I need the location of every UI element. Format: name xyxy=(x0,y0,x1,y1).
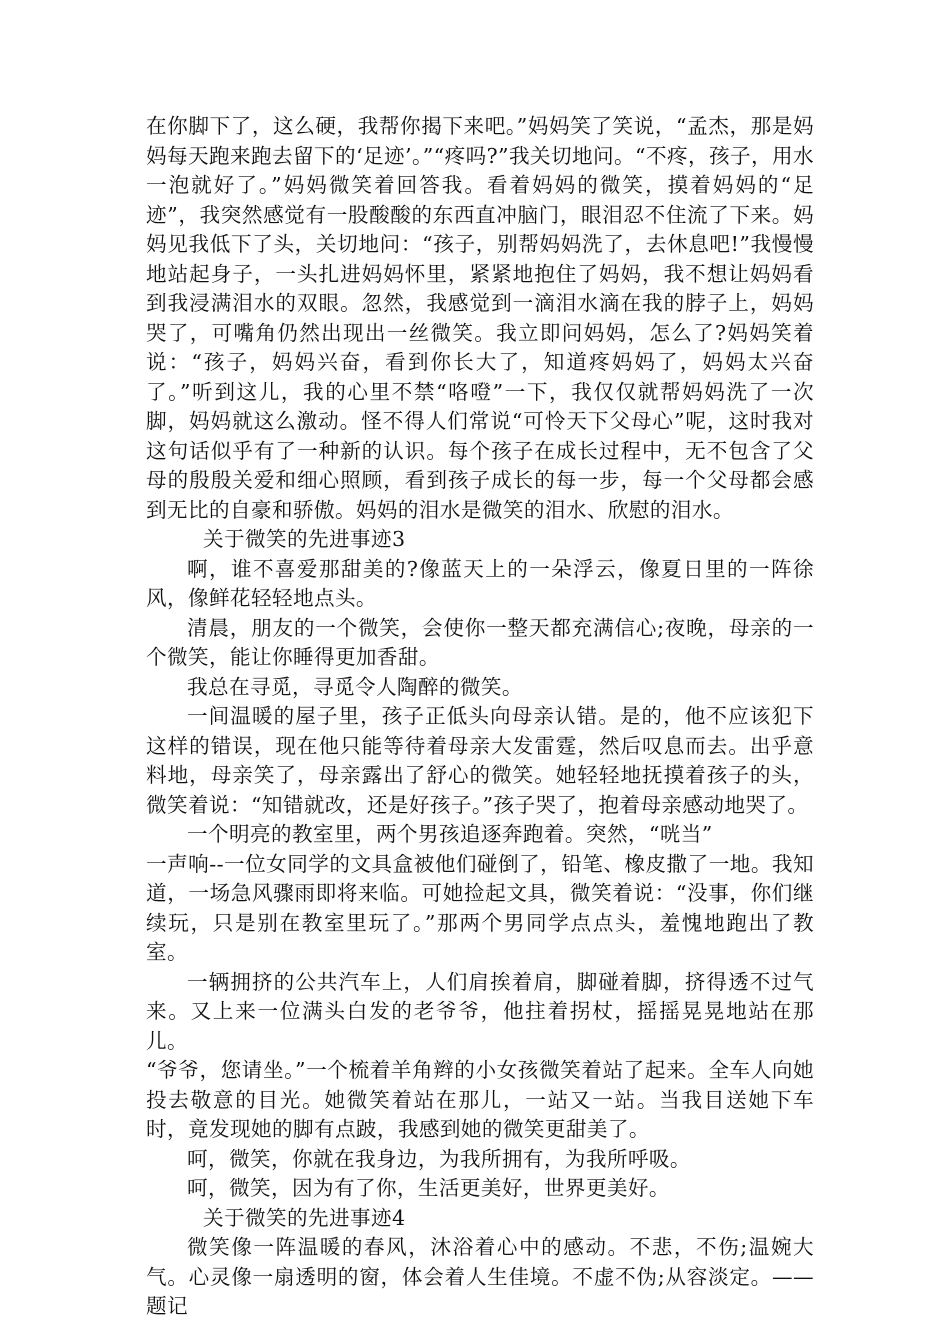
paragraph-12: 微笑像一阵温暖的春风，沐浴着心中的感动。不悲，不伤;温婉大气。心灵像一扇透明的窗，体会着人生佳境。不虚不伪;从容淡定。——题记 xyxy=(146,1235,814,1318)
paragraph-9: “爷爷，您请坐。”一个梳着羊角辫的小女孩微笑着站了起来。全车人向她投去敬意的目光。她微笑着站在那儿，一站又一站。当我目送她下车时，竟发现她的脚有点跛，我感到她的微笑更甜美了。 xyxy=(146,1058,814,1141)
paragraph-11: 呵，微笑，因为有了你，生活更美好，世界更美好。 xyxy=(187,1176,670,1200)
paragraph-6: 一个明亮的教室里，两个男孩追逐奔跑着。突然，“咣当” xyxy=(187,822,713,846)
section-heading-3: 关于微笑的先进事迹3 xyxy=(203,527,406,551)
paragraph-2: 啊，谁不喜爱那甜美的?像蓝天上的一朵浮云，像夏日里的一阵徐风，像鲜花轻轻地点头。 xyxy=(146,556,814,610)
document-page xyxy=(146,112,814,1322)
paragraph-7: 一声响--一位女同学的文具盒被他们碰倒了，铅笔、橡皮撒了一地。我知道，一场急风骤雨即将来临。可她捡起文具，微笑着说：“没事，你们继续玩，只是别在教室里玩了。”那两个男同学点点头，羞愧地跑出了教室。 xyxy=(146,851,814,964)
paragraph-1: 在你脚下了，这么硬，我帮你揭下来吧。”妈妈笑了笑说，“孟杰，那是妈妈每天跑来跑去留下的‘足迹’。”“疼吗?”我关切地问。“不疼，孩子，用水一泡就好了。”妈妈微笑着回答我。看着妈妈的微笑，摸着妈妈的“足迹”，我突然感觉有一股酸酸的东西直冲脑门，眼泪忍不住流了下来。妈妈见我低下了头，关切地问：“孩子，别帮妈妈洗了，去休息吧!”我慢慢地站起身子，一头扎进妈妈怀里，紧紧地抱住了妈妈，我不想让妈妈看到我浸满泪水的双眼。忽然，我感觉到一滴泪水滴在我的脖子上，妈妈哭了，可嘴角仍然出现出一丝微笑。我立即问妈妈，怎么了?妈妈笑着说：“孩子，妈妈兴奋，看到你长大了，知道疼妈妈了，妈妈太兴奋了。”听到这儿，我的心里不禁“咯噔”一下，我仅仅就帮妈妈洗了一次脚，妈妈就这么激动。怪不得人们常说“可怜天下父母心”呢，这时我对这句话似乎有了一种新的认识。每个孩子在成长过程中，无不包含了父母的殷殷关爱和细心照顾，看到孩子成长的每一步，每一个父母都会感到无比的自豪和骄傲。妈妈的泪水是微笑的泪水、欣慰的泪水。 xyxy=(146,114,814,522)
section-heading-4: 关于微笑的先进事迹4 xyxy=(203,1205,406,1230)
paragraph-10: 呵，微笑，你就在我身边，为我所拥有，为我所呼吸。 xyxy=(187,1146,691,1171)
paragraph-4: 我总在寻觅，寻觅令人陶醉的微笑。 xyxy=(187,674,523,699)
paragraph-8: 一辆拥挤的公共汽车上，人们肩挨着肩，脚碰着脚，挤得透不过气来。又上来一位满头白发的老爷爷，他拄着拐杖，摇摇晃晃地站在那儿。 xyxy=(146,969,814,1053)
paragraph-5: 一间温暖的屋子里，孩子正低头向母亲认错。是的，他不应该犯下这样的错误，现在他只能等待着母亲大发雷霆，然后叹息而去。出乎意料地，母亲笑了，母亲露出了舒心的微笑。她轻轻地抚摸着孩子的头，微笑着说：“知错就改，还是好孩子。”孩子哭了，抱着母亲感动地哭了。 xyxy=(146,704,814,817)
paragraph-3: 清晨，朋友的一个微笑，会使你一整天都充满信心;夜晚，母亲的一个微笑，能让你睡得更加香甜。 xyxy=(146,615,814,669)
